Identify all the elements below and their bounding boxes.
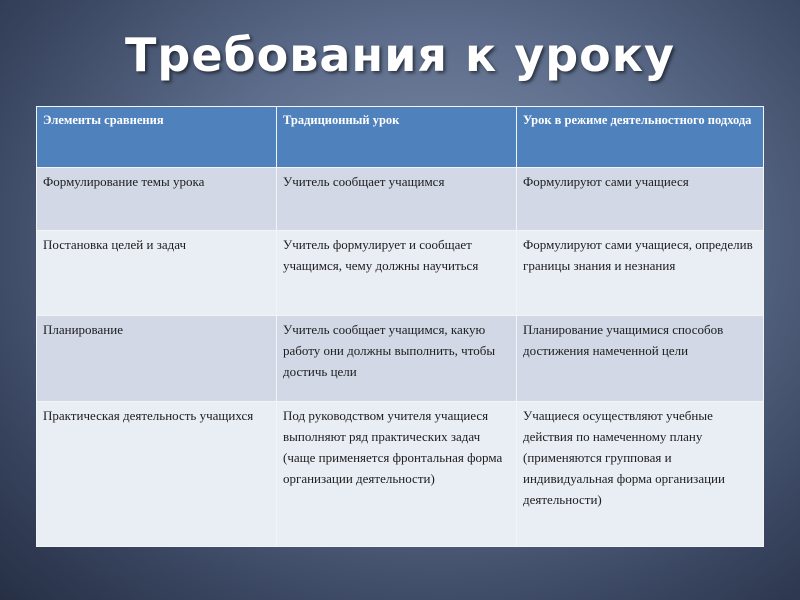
header-activity-approach-lesson: Урок в режиме деятельностного подхода — [517, 107, 764, 168]
table-cell: Учитель сообщает учащимся — [277, 168, 517, 231]
table-row — [37, 316, 764, 402]
table-cell: Практическая деятельность учащихся — [37, 402, 277, 547]
table-row — [37, 168, 764, 231]
table-cell: Постановка целей и задач — [37, 231, 277, 316]
table-row — [37, 402, 764, 547]
table-cell: Под руководством учителя учащиеся выполняют ряд практических задач (чаще применяется фронтальная форма организации деятельности) — [277, 402, 517, 547]
table-row — [37, 231, 764, 316]
table-cell: Учитель сообщает учащимся, какую работу они должны выполнить, чтобы достичь цели — [277, 316, 517, 402]
table-cell: Планирование — [37, 316, 277, 402]
table-cell: Планирование учащимися способов достижения намеченной цели — [517, 316, 764, 402]
header-elements-of-comparison: Элементы сравнения — [37, 107, 277, 168]
table-cell: Формулирование темы урока — [37, 168, 277, 231]
table-cell: Формулируют сами учащиеся, определив границы знания и незнания — [517, 231, 764, 316]
table-cell: Формулируют сами учащиеся — [517, 168, 764, 231]
slide-title: Требования к уроку — [125, 28, 675, 82]
table-cell: Учитель формулирует и сообщает учащимся, чему должны научиться — [277, 231, 517, 316]
table-cell: Учащиеся осуществляют учебные действия по намеченному плану (применяются групповая и индивидуальная форма организации деятельности) — [517, 402, 764, 547]
table-header-row — [37, 107, 764, 168]
header-traditional-lesson: Традиционный урок — [277, 107, 517, 168]
comparison-table — [36, 106, 764, 547]
